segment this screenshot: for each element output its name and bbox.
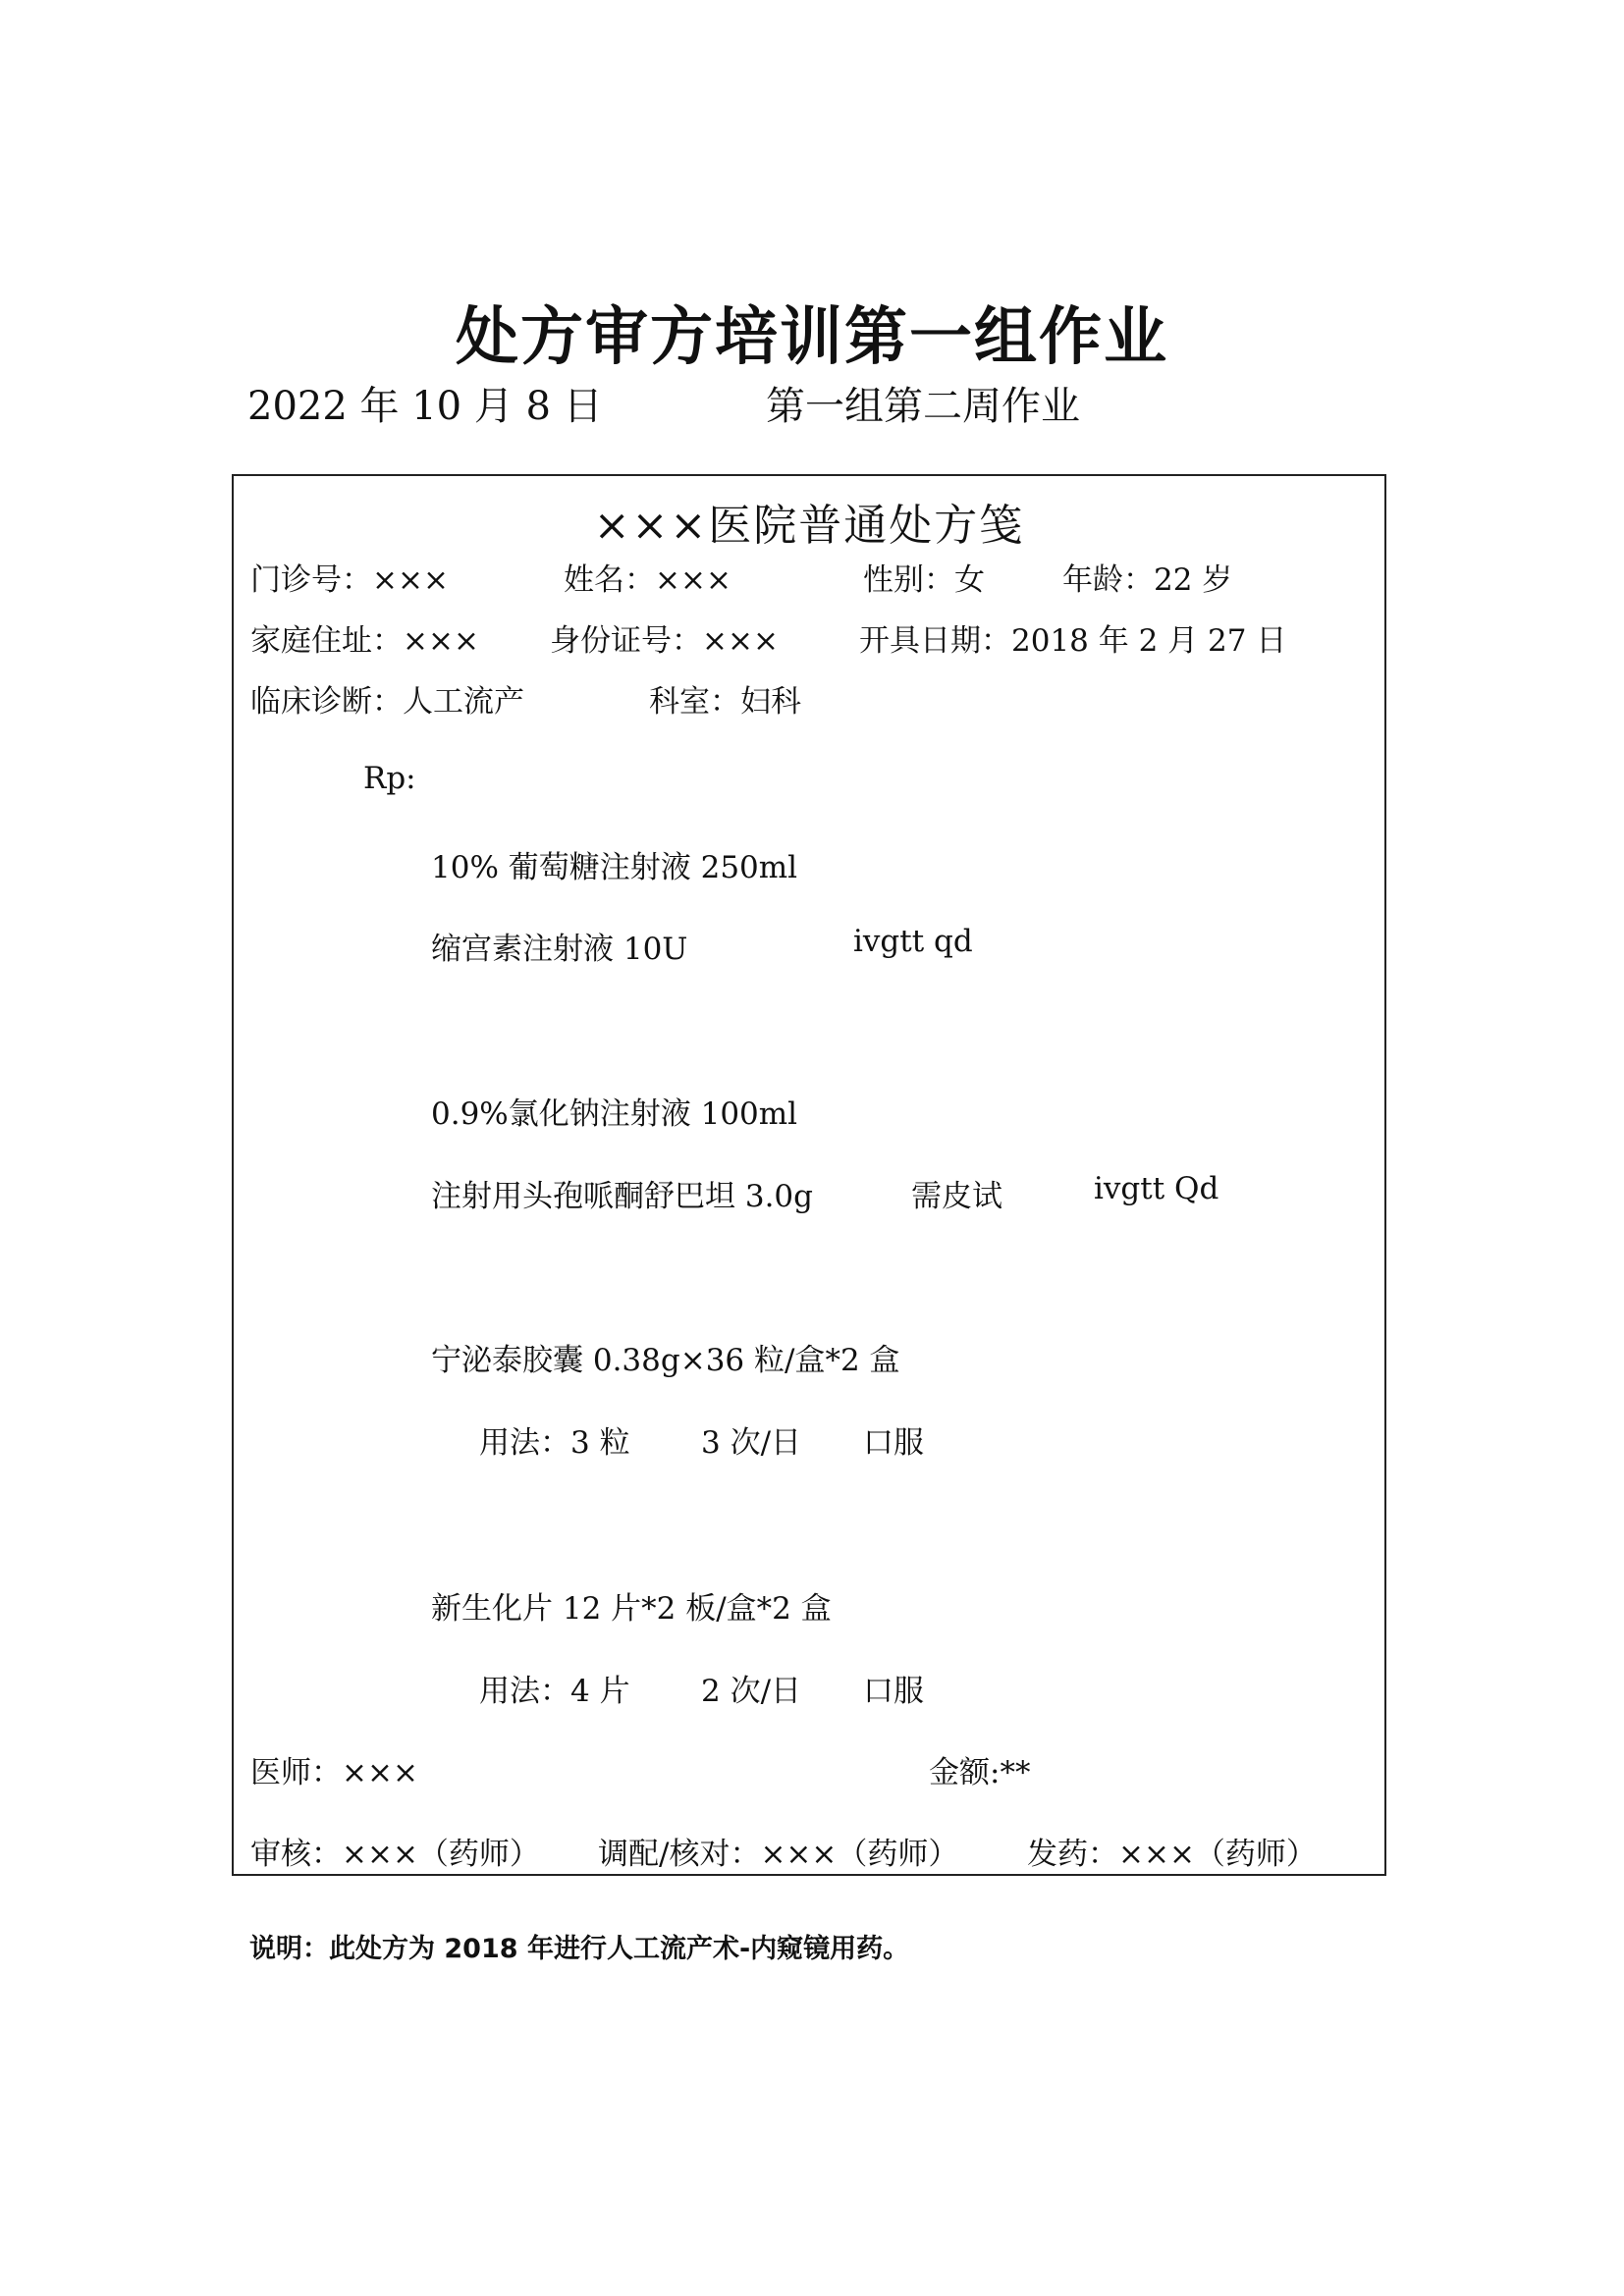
home-address: 家庭住址：××× — [250, 623, 479, 659]
drug-frequency: 2 次/日 — [701, 1674, 802, 1709]
clinic-number: 门诊号：××× — [250, 562, 449, 598]
doctor: 医师：××× — [250, 1755, 418, 1790]
page-title: 处方审方培训第一组作业 — [456, 301, 1168, 374]
drug-route: 口服 — [863, 1425, 924, 1461]
drug-dose: 用法：3 粒 — [479, 1425, 630, 1461]
assignment-week: 第一组第二周作业 — [766, 384, 1080, 429]
drug-frequency: 3 次/日 — [701, 1425, 802, 1461]
hospital-title: ×××医院普通处方笺 — [593, 501, 1025, 551]
patient-age: 年龄：22 岁 — [1062, 562, 1233, 598]
drug-line: 宁泌泰胶囊 0.38g×36 粒/盒*2 盒 — [431, 1343, 900, 1378]
rp-label: Rp: — [363, 761, 416, 796]
prescription-form — [232, 474, 1386, 1876]
issue-date: 开具日期：2018 年 2 月 27 日 — [859, 623, 1287, 659]
drug-line: 新生化片 12 片*2 板/盒*2 盒 — [431, 1591, 832, 1627]
drug-line: 0.9%氯化钠注射液 100ml — [431, 1096, 798, 1132]
dispense-checker: 调配/核对：×××（药师） — [598, 1837, 959, 1872]
drug-usage: ivgtt Qd — [1094, 1171, 1219, 1206]
dispenser: 发药：×××（药师） — [1027, 1837, 1317, 1872]
drug-dose: 用法：4 片 — [479, 1674, 630, 1709]
drug-line: 缩宫素注射液 10U — [431, 932, 688, 967]
explanation-note: 说明：此处方为 2018 年进行人工流产术-内窥镜用药。 — [249, 1934, 910, 1964]
department: 科室：妇科 — [649, 684, 801, 720]
patient-name: 姓名：××× — [564, 562, 731, 598]
drug-route: 口服 — [863, 1674, 924, 1709]
drug-line: 注射用头孢哌酮舒巴坦 3.0g — [431, 1179, 813, 1214]
assignment-date: 2022 年 10 月 8 日 — [247, 384, 603, 429]
patient-sex: 性别：女 — [863, 562, 985, 598]
clinical-diagnosis: 临床诊断：人工流产 — [250, 684, 524, 720]
drug-line: 10% 葡萄糖注射液 250ml — [431, 850, 798, 885]
reviewer: 审核：×××（药师） — [250, 1837, 540, 1872]
id-number: 身份证号：××× — [550, 623, 779, 659]
amount: 金额:** — [929, 1755, 1031, 1790]
skin-test-note: 需皮试 — [911, 1179, 1002, 1214]
drug-usage: ivgtt qd — [853, 924, 973, 959]
